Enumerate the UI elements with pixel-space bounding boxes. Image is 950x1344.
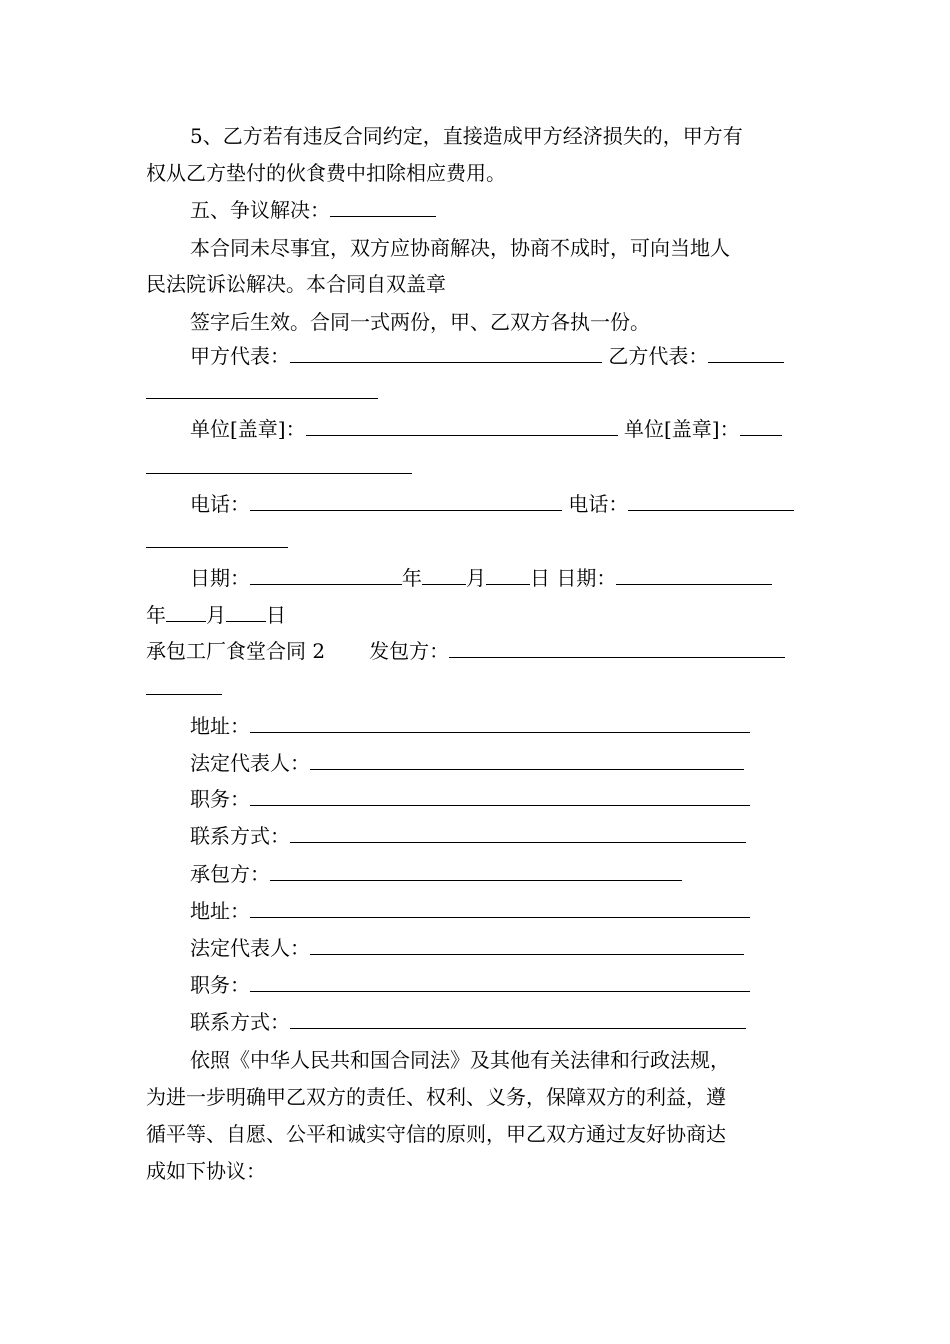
blank-line: [250, 560, 402, 585]
signature-units: [190, 411, 808, 448]
legal-rep-label: 法定代表人：: [190, 936, 310, 960]
contractor-position: [190, 967, 808, 1004]
month-label: 月: [466, 566, 486, 590]
year-label: 年: [146, 603, 166, 627]
party-b-phone-label: 电话：: [568, 492, 629, 516]
blank-line: [486, 560, 530, 585]
contractor-line: [190, 856, 808, 893]
blank-line: [250, 781, 750, 806]
blank-line: [708, 338, 784, 363]
address-label: 地址：: [190, 714, 250, 738]
clause-5-line-2: 权从乙方垫付的伙食费中扣除相应费用。: [146, 161, 506, 185]
month-label: 月: [206, 603, 226, 627]
date-continuation: [146, 597, 808, 634]
blank-line: [146, 449, 412, 474]
blank-line: [330, 192, 436, 217]
blank-line: [290, 1004, 746, 1029]
address-label: 地址：: [190, 899, 250, 923]
blank-line: [616, 560, 772, 585]
blank-line: [146, 523, 288, 548]
blank-line: [250, 708, 750, 733]
phone-continuation: [146, 523, 808, 560]
blank-line: [250, 486, 562, 511]
blank-line: [250, 893, 750, 918]
preamble-line-3: 循平等、自愿、公平和诚实守信的原则，甲乙双方通过友好协商达: [146, 1122, 726, 1146]
employer-position: [190, 781, 808, 818]
blank-line: [740, 411, 782, 436]
contract-title: 承包工厂食堂合同 2: [146, 639, 326, 663]
unit-continuation: [146, 449, 808, 486]
blank-line: [146, 670, 222, 695]
contractor-label: 承包方：: [190, 862, 270, 886]
dispute-text-line-3: 签字后生效。合同一式两份，甲、乙双方各执一份。: [190, 310, 650, 334]
contractor-address: [190, 893, 808, 930]
party-b-rep-label: 乙方代表：: [608, 344, 709, 368]
legal-rep-label: 法定代表人：: [190, 751, 310, 775]
preamble-line-1: 依照《中华人民共和国合同法》及其他有关法律和行政法规，: [190, 1048, 730, 1072]
blank-line: [166, 597, 206, 622]
contractor-legal-rep: [190, 930, 808, 967]
party-b-unit-label: 单位[盖章]：: [623, 417, 740, 441]
clause-5-line-1: 5、乙方若有违反合同约定，直接造成甲方经济损失的，甲方有: [190, 124, 743, 148]
employer-address: [190, 708, 808, 745]
employer-contact: [190, 818, 808, 855]
contact-label: 联系方式：: [190, 824, 290, 848]
preamble-line-4: 成如下协议：: [146, 1159, 266, 1183]
employer-legal-rep: [190, 745, 808, 782]
party-a-rep-label: 甲方代表：: [190, 344, 290, 368]
position-label: 职务：: [190, 973, 250, 997]
blank-line: [310, 745, 744, 770]
blank-line: [250, 967, 750, 992]
party-b-date-label: 日期：: [556, 566, 617, 590]
contractor-contact: [190, 1004, 808, 1041]
preamble-line-2: 为进一步明确甲乙双方的责任、权利、义务，保障双方的利益，遵: [146, 1085, 726, 1109]
day-label: 日: [266, 603, 286, 627]
section-heading: 五、争议解决：: [190, 198, 330, 222]
signature-representatives: [190, 338, 808, 375]
signature-dates: [190, 560, 808, 597]
blank-line: [306, 411, 618, 436]
blank-line: [270, 856, 682, 881]
blank-line: [226, 597, 266, 622]
contact-label: 联系方式：: [190, 1010, 290, 1034]
party-a-unit-label: 单位[盖章]：: [190, 417, 306, 441]
employer-label: 发包方：: [369, 639, 450, 663]
dispute-text-line-1: 本合同未尽事宜，双方应协商解决，协商不成时，可向当地人: [190, 236, 730, 260]
contract-2-header: [146, 633, 808, 670]
signature-phones: [190, 486, 808, 523]
blank-line: [628, 486, 794, 511]
employer-continuation: [146, 670, 808, 707]
blank-line: [422, 560, 466, 585]
blank-line: [449, 633, 785, 658]
party-a-phone-label: 电话：: [190, 492, 250, 516]
signature-continuation: [146, 374, 808, 411]
blank-line: [290, 818, 746, 843]
year-label: 年: [402, 566, 422, 590]
blank-line: [290, 338, 602, 363]
dispute-text-line-2: 民法院诉讼解决。本合同自双盖章: [146, 272, 446, 296]
position-label: 职务：: [190, 787, 250, 811]
blank-line: [146, 374, 378, 399]
party-a-date-label: 日期：: [190, 566, 250, 590]
blank-line: [310, 930, 744, 955]
section-dispute-resolution: [190, 192, 808, 229]
day-label: 日: [530, 566, 550, 590]
